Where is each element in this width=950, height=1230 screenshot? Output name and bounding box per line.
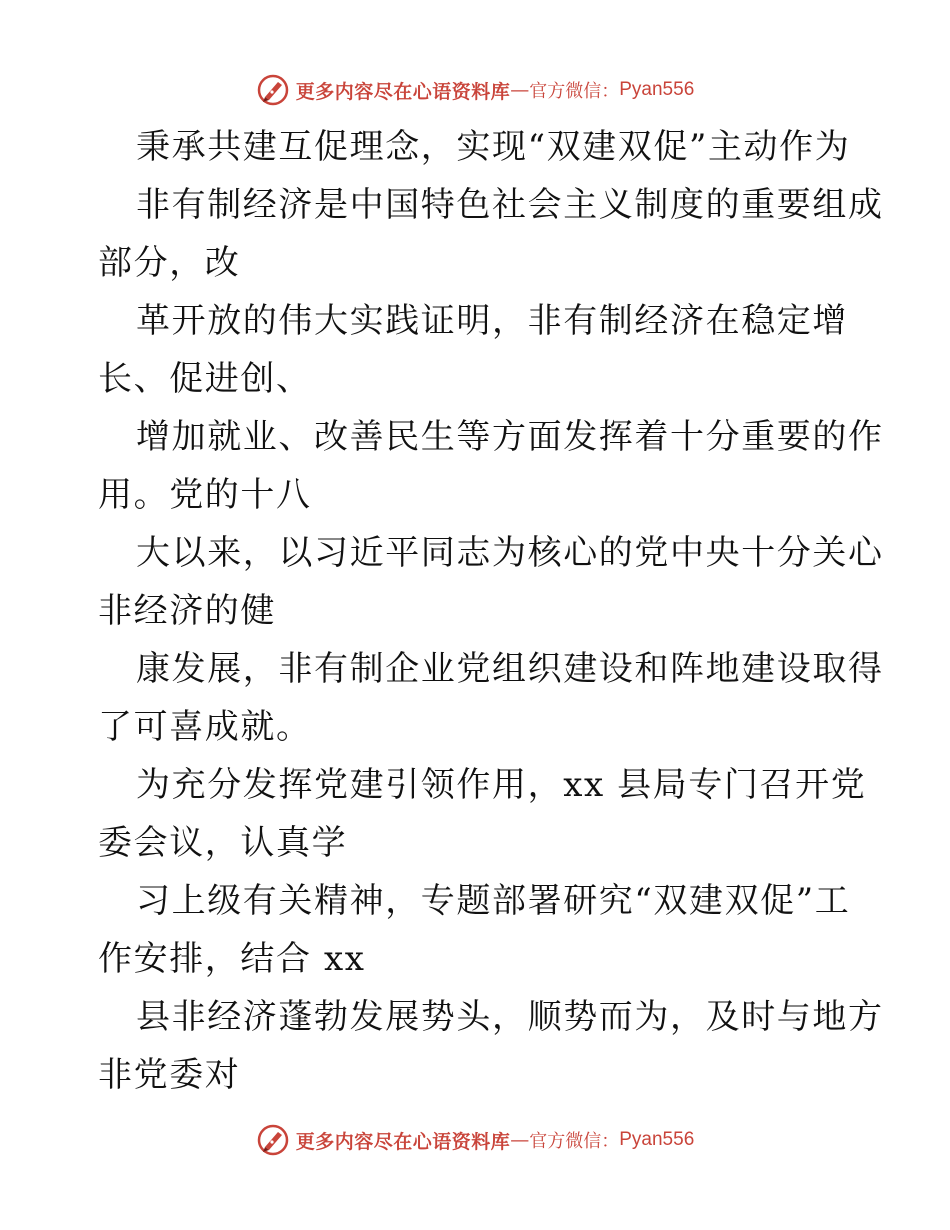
text-line: 非有制经济是中国特色社会主义制度的重要组成 bbox=[136, 185, 884, 225]
pen-circle-logo-icon bbox=[256, 73, 290, 107]
text-line: 革开放的伟大实践证明，非有制经济在稳定增 bbox=[136, 301, 848, 341]
text-line: 委会议，认真学 bbox=[98, 823, 348, 863]
pen-circle-logo-icon bbox=[256, 1123, 290, 1157]
watermark-main-text: 更多内容尽在心语资料库 bbox=[295, 80, 511, 103]
watermark-separator: — bbox=[510, 1129, 530, 1151]
text-line: 非党委对 bbox=[98, 1055, 241, 1095]
watermark-wechat-label: 官方微信： bbox=[529, 81, 620, 102]
text-line: 习上级有关精神，专题部署研究“双建双促”工 bbox=[136, 881, 851, 921]
text-line: 长、促进创、 bbox=[98, 359, 312, 399]
text-line: 部分，改 bbox=[98, 243, 241, 283]
document-body bbox=[98, 118, 884, 1104]
text-line: 用。党的十八 bbox=[98, 475, 312, 515]
text-line: 作安排，结合 xx bbox=[98, 939, 366, 979]
text-line: 非经济的健 bbox=[98, 591, 276, 631]
text-line: 县非经济蓬勃发展势头，顺势而为，及时与地方 bbox=[136, 997, 884, 1037]
text-line: 秉承共建互促理念，实现“双建双促”主动作为 bbox=[136, 127, 851, 167]
header-watermark bbox=[0, 70, 950, 110]
text-line: 为充分发挥党建引领作用，xx 县局专门召开党 bbox=[136, 765, 867, 805]
watermark-wechat-id: Pyan556 bbox=[619, 1129, 695, 1150]
text-line: 康发展，非有制企业党组织建设和阵地建设取得 bbox=[136, 649, 884, 689]
watermark-main-text: 更多内容尽在心语资料库 bbox=[295, 1130, 511, 1153]
watermark-wechat-label: 官方微信： bbox=[529, 1131, 620, 1152]
text-line: 了可喜成就。 bbox=[98, 707, 312, 747]
text-line: 大以来，以习近平同志为核心的党中央十分关心 bbox=[136, 533, 884, 573]
footer-watermark bbox=[0, 1120, 950, 1160]
watermark-separator: — bbox=[510, 79, 530, 101]
watermark-wechat-id: Pyan556 bbox=[619, 79, 695, 100]
text-line: 增加就业、改善民生等方面发挥着十分重要的作 bbox=[136, 417, 884, 457]
